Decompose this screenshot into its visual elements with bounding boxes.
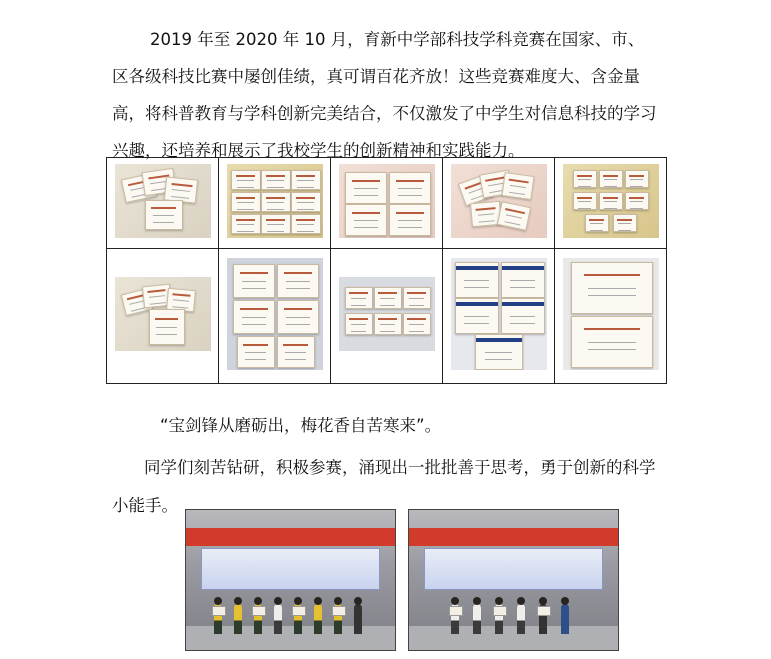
certificate-photo xyxy=(227,258,323,370)
cert-photo-cell xyxy=(107,249,219,384)
certificate-photo xyxy=(115,277,211,351)
school-banner xyxy=(424,548,603,590)
fire-safety-banner xyxy=(409,528,618,546)
certificate-photo xyxy=(563,258,659,370)
certificate-photo xyxy=(115,164,211,238)
ceremony-photo xyxy=(185,509,396,651)
cert-photo-cell xyxy=(219,249,331,384)
intro-paragraph: 2019 年至 2020 年 10 月，育新中学部科技学科竞赛在国家、市、区各级科技比赛中屡创佳绩，真可谓百花齐放！这些竞赛难度大、含金量高，将科普教育与学科创新完美结合，不仅激发了中学生对信息科技的学习兴趣，还培养和展示了我校学生的创新精神和实践能力。 xyxy=(112,29,657,160)
cert-photo-cell xyxy=(331,249,443,384)
cert-photo-cell xyxy=(555,158,667,249)
closing-paragraph: 同学们刻苦钻研，积极参赛，涌现出一批批善于思考，勇于创新的科学小能手。 xyxy=(112,457,656,515)
certificate-photo xyxy=(451,164,547,238)
quote-line: “宝剑锋从磨砺出，梅花香自苦寒来”。 xyxy=(160,415,442,435)
cert-photo-cell xyxy=(219,158,331,249)
certificate-photo xyxy=(339,277,435,351)
award-ceremony-photos xyxy=(185,509,629,649)
certificate-photo xyxy=(563,164,659,238)
cert-photo-cell xyxy=(107,158,219,249)
certificate-photo xyxy=(451,258,547,370)
ceremony-photo xyxy=(408,509,619,651)
cert-photo-cell xyxy=(555,249,667,384)
cert-photo-cell xyxy=(331,158,443,249)
school-banner xyxy=(201,548,380,590)
cert-photo-cell xyxy=(443,158,555,249)
fire-safety-banner xyxy=(186,528,395,546)
certificate-photo xyxy=(227,164,323,238)
cert-photo-cell xyxy=(443,249,555,384)
certificate-photo xyxy=(339,164,435,238)
certificate-photo-grid xyxy=(106,157,667,384)
